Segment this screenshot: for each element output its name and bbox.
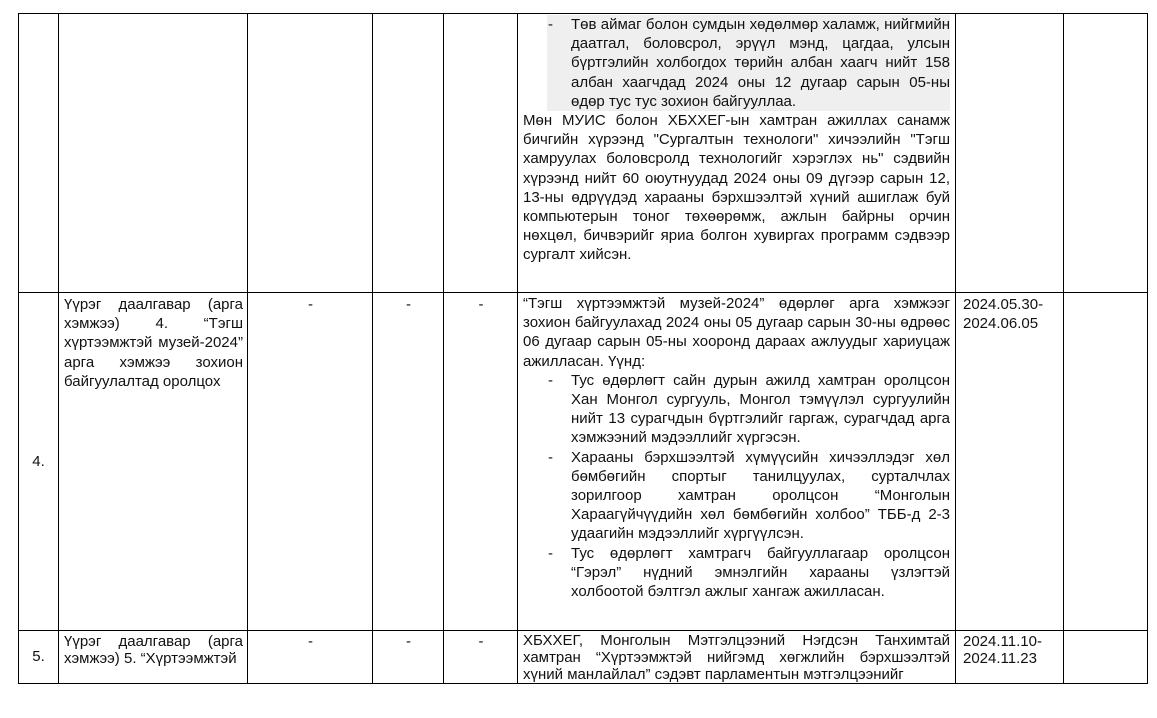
date-line: 2024.06.05 — [963, 315, 1039, 333]
bullet-text: Тус өдөрлөгт сайн дурын ажилд хамтран оролцсон Хан Монгол сургууль, Монгол тэмүүлэл сургуулийн нийт 13 сурагчдын бүртгэлийг гаргаж, сурагчдад арга хэмжээний мэдээллийг хүргэсэн. — [571, 371, 950, 447]
plan-value-cell: - — [444, 293, 518, 631]
plan-value-cell: - — [373, 631, 444, 684]
result-bullet — [547, 544, 950, 602]
task-cell: Үүрэг даалгавар (арга хэмжээ) 4. “Тэгш хүртээмжтэй музей-2024” арга хэмжээ зохион байгуулалтад оролцох — [59, 293, 248, 631]
row-number-cell: 5. — [19, 631, 59, 684]
task-cell — [59, 631, 248, 684]
plan-value-cell — [248, 14, 373, 293]
row-number-cell: 4. — [19, 293, 59, 631]
result-cell — [518, 293, 956, 631]
bullet-text: Харааны бэрхшээлтэй хүмүүсийн хичээллэдэг хөл бөмбөгийн спортыг танилцуулах, сурталчлах зорилгоор хамтран оролцсон “Монголын Хараагүйчүүдийн хөл бөмбөгийн холбоо” ТББ-д 2-3 удаагийн мэдээллийг хүргүүлсэн. — [571, 448, 950, 543]
table-row — [19, 631, 1148, 684]
result-content — [523, 15, 950, 265]
date-line: 2024.11.23 — [963, 650, 1037, 668]
bullet-text: Төв аймаг болон сумдын хөдөлмөр халамж, нийгмийн даатгал, боловсрол, эрүүл мэнд, цагдаа, улсын бүртгэлийн холбогдох төрийн албан хаагч нийт 158 албан хаагчдад 2024 оны 12 дугаар сарын 05-ны өдөр тус тус зохион байгууллаа. — [571, 16, 950, 110]
plan-value-cell — [373, 14, 444, 293]
row-number-cell — [19, 14, 59, 293]
date-cell — [956, 14, 1064, 293]
bullet-dash-marker: - — [548, 16, 553, 33]
bullet-dash-marker: - — [548, 371, 553, 389]
plan-value-cell: - — [444, 631, 518, 684]
result-cell — [518, 631, 956, 684]
date-cell — [956, 631, 1064, 684]
plan-value-cell — [444, 14, 518, 293]
result-intro: “Тэгш хүртээмжтэй музей-2024” өдөрлөг арга хэмжээг зохион байгуулахад 2024 оны 05 дугаар сарын 30-ны өдрөөс 06 дугаар сарын 05-ны хооронд дараах ажлуудыг хариуцаж ажилласан. Үүнд: — [523, 295, 950, 370]
task-content: Үүрэг даалгавар (арга хэмжээ) 5. “Хүртээмжтэй — [64, 633, 243, 668]
plan-value-cell: - — [248, 631, 373, 684]
bullet-dash-marker: - — [548, 544, 553, 562]
result-paragraph: ХБХХЕГ, Монголын Мэтгэлцээний Нэгдсэн Танхимтай хамтран “Хүртээмжтэй нийгэмд хөгжлийн бэрхшээлтэй хүний манлайлал” сэдэвт парламентын мэтгэлцээнийг — [523, 632, 950, 683]
date-line: 2024.11.10- — [963, 633, 1042, 650]
report-table — [18, 13, 1148, 684]
bullet-dash-marker: - — [548, 448, 553, 466]
result-bullet — [547, 371, 950, 448]
result-bullet — [547, 448, 950, 544]
result-paragraph: Мөн МУИС болон ХБХХЕГ-ын хамтран ажиллах санамж бичгийн хүрээнд "Сургалтын технологи" хичээлийн "Тэгш хамруулах боловсролд технологийг хэрэглэх нь" сэдвийн хүрээнд нийт 60 оюутнуудад 2024 оны 09 дүгээр сарын 12, 13-ны өдрүүдэд харааны бэрхшээлтэй хүний ашиглаж буй компьютерын тоног төхөөрөмж, ажлын байрны орчин нөхцөл, бичвэрийг яриа болгон хувиргах программ сэдвээр сургалт хийсэн. — [523, 112, 950, 264]
plan-value-cell: - — [248, 293, 373, 631]
empty-cell — [1064, 631, 1148, 684]
date-line: 2024.05.30- — [963, 296, 1044, 313]
result-cell — [518, 14, 956, 293]
task-cell — [59, 14, 248, 293]
date-cell — [956, 293, 1064, 631]
result-bullet-highlighted — [547, 15, 950, 111]
result-content — [523, 294, 950, 601]
table-row — [19, 14, 1148, 293]
plan-value-cell: - — [373, 293, 444, 631]
empty-cell — [1064, 293, 1148, 631]
empty-cell — [1064, 14, 1148, 293]
table-row — [19, 293, 1148, 631]
bullet-text: Тус өдөрлөгт хамтрагч байгууллагаар оролцсон “Гэрэл” нүдний эмнэлгийн харааны үзлэгтэй холбоотой бэлтгэл ажлыг хангаж ажилласан. — [571, 544, 950, 601]
